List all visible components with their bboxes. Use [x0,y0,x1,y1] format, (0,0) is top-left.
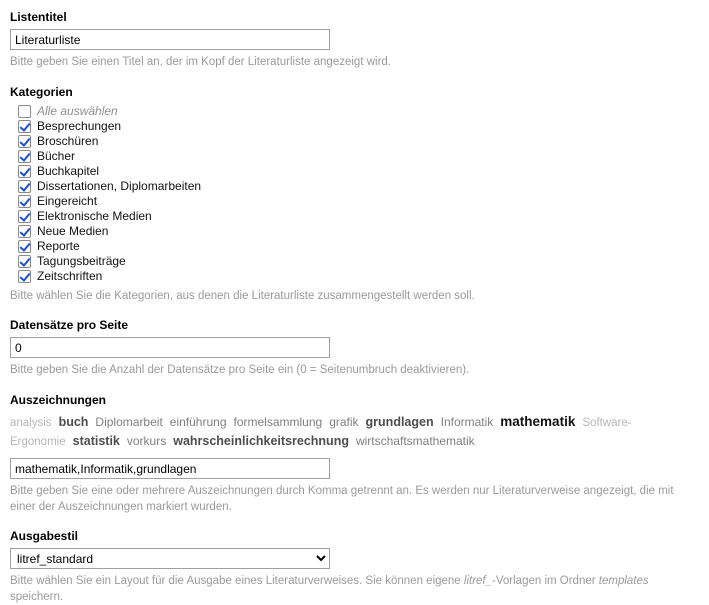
datensaetze-label: Datensätze pro Seite [10,318,129,333]
list-item-label: Reporte [37,239,80,254]
list-item[interactable] [10,104,699,119]
tag-analysis[interactable]: analysis [10,416,52,429]
tag-einfuehrung[interactable]: einführung [169,414,227,429]
tag-formelsammlung[interactable]: formelsammlung [233,414,323,429]
list-item-label: Besprechungen [37,119,122,134]
auszeichnungen-hint: Bitte geben Sie eine oder mehrere Auszeichnungen durch Komma getrennt an. Es werden nur Literaturverweise angezeigt, die mit einer der Auszeichnungen markiert wurden. [10,485,674,513]
section-listentitel [10,10,699,71]
tag-statistik[interactable]: statistik [72,434,120,449]
ausgabestil-hint [10,574,699,605]
list-item-label: Dissertationen, Diplomarbeiten [37,179,202,194]
tag-informatik[interactable]: Informatik [440,414,494,429]
tag-software-ergonomie[interactable]: Software-Ergonomie [10,416,632,449]
list-item-label: Bücher [37,149,76,164]
kategorien-label: Kategorien [10,84,73,99]
checkbox-buecher[interactable] [18,150,31,163]
ausgabestil-hint-em2: templates [598,575,649,588]
tag-mathematik[interactable]: mathematik [500,413,576,429]
datensaetze-hint: Bitte geben Sie die Anzahl der Datensätze pro Seite ein (0 = Seitenumbruch deaktivieren). [10,364,470,377]
list-item[interactable] [10,269,699,284]
tag-wirtschaftsmathematik[interactable]: wirtschaftsmathematik [355,434,475,449]
checkbox-buchkapitel[interactable] [18,165,31,178]
kategorien-hint: Bitte wählen Sie die Kategorien, aus denen die Literaturliste zusammengestellt werden soll. [10,289,475,302]
checkbox-besprechungen[interactable] [18,120,31,133]
checkbox-eingereicht[interactable] [18,195,31,208]
section-auszeichnungen [10,393,699,516]
tag-wahrscheinlichkeitsrechnung[interactable]: wahrscheinlichkeitsrechnung [173,434,349,449]
list-item-label: Elektronische Medien [37,209,152,224]
auszeichnungen-input[interactable] [10,458,330,479]
list-item-label: Alle auswählen [37,104,118,119]
list-item-label: Eingereicht [37,194,98,209]
tag-buch[interactable]: buch [58,414,89,429]
ausgabestil-select[interactable] [10,548,330,569]
checkbox-neue-medien[interactable] [18,225,31,238]
list-item-label: Buchkapitel [37,164,100,179]
ausgabestil-label: Ausgabestil [10,529,79,544]
list-item-label: Tagungsbeiträge [37,254,126,269]
checkbox-dissertationen-diplomarbeiten[interactable] [18,180,31,193]
list-item[interactable] [10,209,699,224]
ausgabestil-hint-pre: Bitte wählen Sie ein Layout für die Ausgabe eines Literaturverweises. Sie können eigene [10,575,464,588]
section-kategorien [10,85,699,305]
list-item[interactable] [10,194,699,209]
tag-cloud [10,412,699,453]
list-item[interactable] [10,134,699,149]
checkbox-tagungsbeitraege[interactable] [18,255,31,268]
checkbox-zeitschriften[interactable] [18,270,31,283]
checkbox-reporte[interactable] [18,240,31,253]
checkbox-elektronische-medien[interactable] [18,210,31,223]
list-item[interactable] [10,164,699,179]
ausgabestil-hint-em1: litref_ [463,575,493,588]
list-item[interactable] [10,179,699,194]
section-ausgabestil [10,529,699,605]
ausgabestil-hint-post: speichern. [10,590,64,603]
datensaetze-input[interactable] [10,337,330,358]
listentitel-hint: Bitte geben Sie einen Titel an, der im Kopf der Literaturliste angezeigt wird. [10,56,391,68]
list-item[interactable] [10,254,699,269]
tag-diplomarbeit[interactable]: Diplomarbeit [95,414,163,429]
list-item[interactable] [10,149,699,164]
auszeichnungen-label: Auszeichnungen [10,392,107,407]
checkbox-alle-auswaehlen[interactable] [18,105,31,118]
tag-grafik[interactable]: grafik [329,414,359,429]
list-item-label: Neue Medien [37,224,109,239]
listentitel-input[interactable] [10,29,330,50]
kategorien-checkbox-list [10,104,699,284]
listentitel-label: Listentitel [10,10,67,24]
ausgabestil-hint-mid: -Vorlagen im Ordner [492,575,599,588]
list-item[interactable] [10,119,699,134]
list-item[interactable] [10,239,699,254]
checkbox-broschueren[interactable] [18,135,31,148]
tag-grundlagen[interactable]: grundlagen [365,414,434,429]
list-item-label: Broschüren [37,134,99,149]
list-item-label: Zeitschriften [37,269,103,284]
section-datensaetze [10,318,699,379]
tag-vorkurs[interactable]: vorkurs [126,434,167,449]
list-item[interactable] [10,224,699,239]
